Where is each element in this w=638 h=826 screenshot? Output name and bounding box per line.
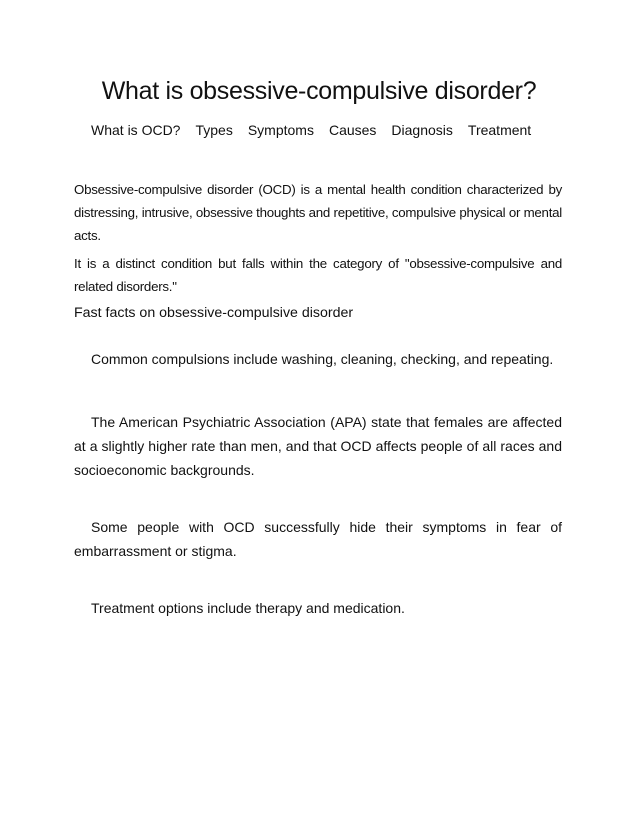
toc-item-diagnosis: Diagnosis: [391, 122, 453, 138]
fact-item: Common compulsions include washing, cleaning, checking, and repeating.: [91, 351, 554, 367]
toc-item-what-is-ocd: What is OCD?: [91, 122, 181, 138]
intro-paragraph: Obsessive-compulsive disorder (OCD) is a mental health condition characterized by distressing, intrusive, obsessive thoughts and repetitive, compulsive physical or mental acts.: [74, 182, 562, 243]
intro-paragraph: It is a distinct condition but falls within the category of "obsessive-compulsive and related disorders.": [74, 256, 562, 294]
fast-facts-heading: Fast facts on obsessive-compulsive disorder: [74, 305, 354, 321]
fact-item: The American Psychiatric Association (APA) state that females are affected at a slightly higher rate than men, and that OCD affects people of all races and socioeconomic backgrounds.: [74, 414, 562, 478]
fact-item: Some people with OCD successfully hide their symptoms in fear of embarrassment or stigma.: [74, 519, 562, 559]
toc-item-treatment: Treatment: [467, 122, 532, 138]
page-title: What is obsessive-compulsive disorder?: [101, 77, 537, 105]
toc-item-causes: Causes: [328, 122, 377, 138]
toc-item-symptoms: Symptoms: [247, 122, 314, 138]
fact-item: Treatment options include therapy and medication.: [91, 600, 405, 616]
toc-item-types: Types: [195, 122, 233, 138]
table-of-contents: [91, 121, 531, 139]
